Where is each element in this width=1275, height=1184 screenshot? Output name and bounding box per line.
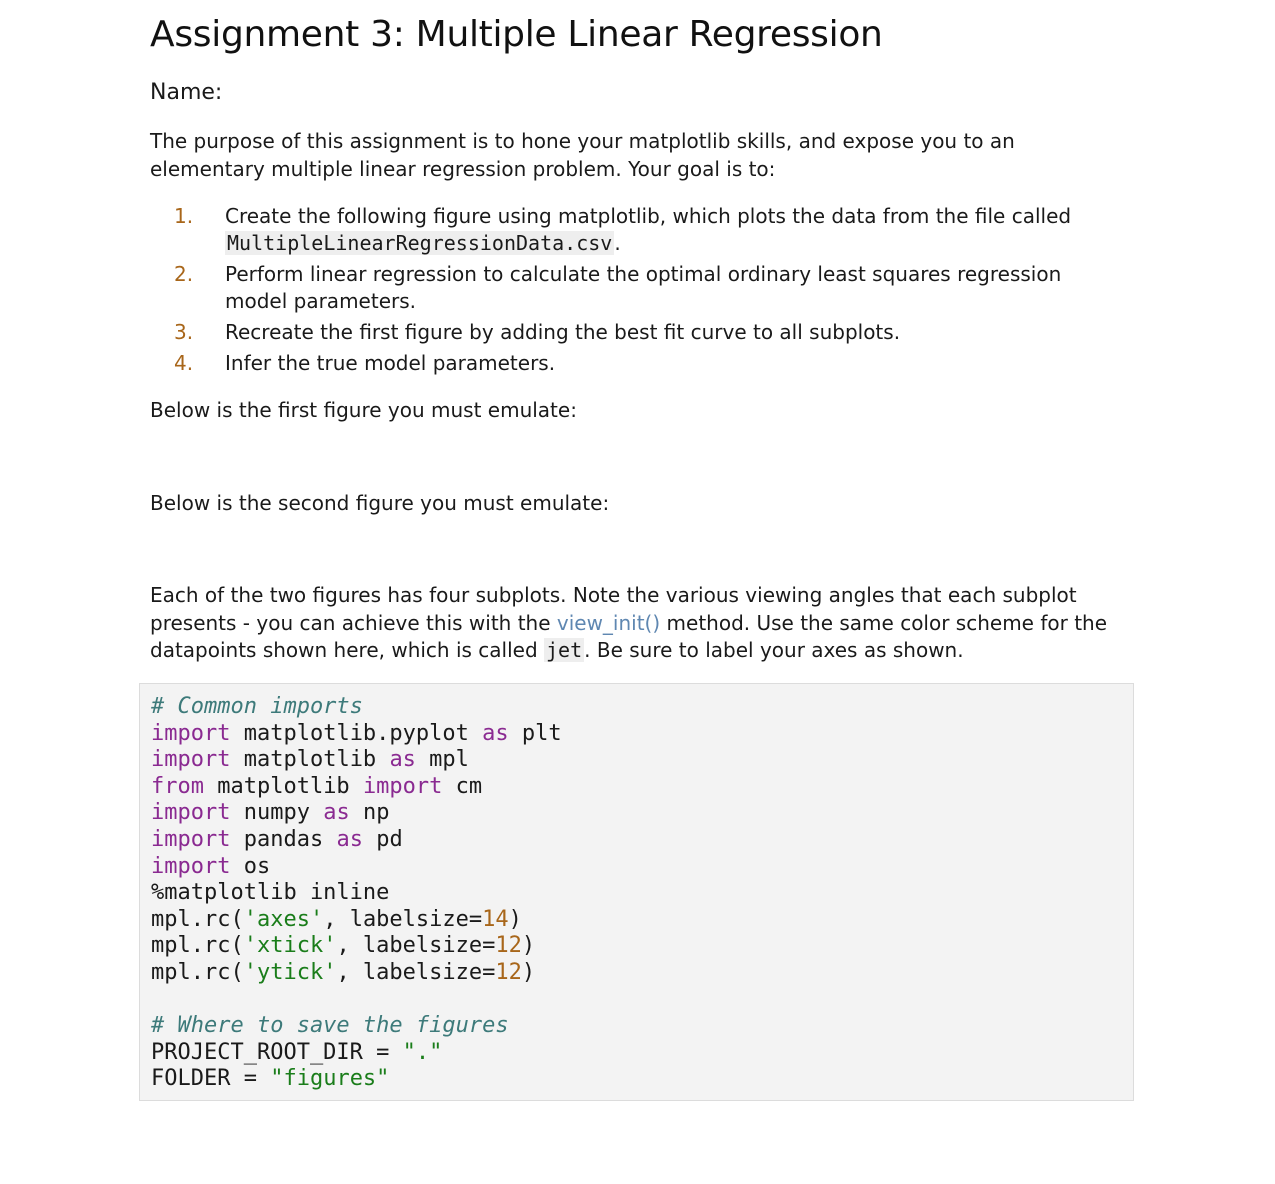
code-line xyxy=(151,907,1133,934)
code-token: , labelsize= xyxy=(336,959,496,985)
code-line xyxy=(151,854,1133,881)
code-line xyxy=(151,774,1133,801)
intro-paragraph: The purpose of this assignment is to hone your matplotlib skills, and expose you to an elementary multiple linear regression problem. Your goal is to: xyxy=(150,129,1015,181)
list-item xyxy=(150,203,1110,257)
code-token: import xyxy=(151,853,231,879)
code-line xyxy=(151,694,1133,721)
code-token: # Where to save the figures xyxy=(151,1013,509,1039)
code-token: matplotlib.pyplot xyxy=(230,720,483,746)
code-token: ) xyxy=(521,959,536,985)
code-token: , labelsize= xyxy=(323,906,483,932)
colormap-name: jet xyxy=(546,638,583,662)
code-token: mpl xyxy=(415,747,469,773)
list-number: 1. xyxy=(174,204,194,228)
code-token: as xyxy=(482,720,509,746)
list-number: 4. xyxy=(174,351,194,375)
name-label: Name: xyxy=(150,80,223,105)
code-line xyxy=(151,1066,1133,1093)
code-cell[interactable] xyxy=(139,683,1134,1101)
closing-text: . Be sure to label your axes as shown. xyxy=(584,638,964,662)
list-item-suffix: . xyxy=(614,231,621,255)
code-token: mpl.rc( xyxy=(151,959,244,985)
code-token: import xyxy=(151,720,231,746)
code-token: as xyxy=(389,747,416,773)
task-list xyxy=(150,203,1110,381)
code-token: matplotlib xyxy=(230,747,390,773)
code-token: plt xyxy=(508,720,562,746)
code-token: FOLDER = xyxy=(151,1066,271,1092)
list-item-text: Recreate the first figure by adding the best fit curve to all subplots. xyxy=(225,320,901,344)
closing-text: method. Use the same color scheme for the datapoints shown here, which is called xyxy=(150,610,1108,662)
code-token: as xyxy=(336,826,363,852)
closing-paragraph xyxy=(150,582,1120,665)
code-token: np xyxy=(349,800,390,826)
code-token: # Common imports xyxy=(151,694,363,719)
code-block xyxy=(140,684,1133,1093)
code-token: matplotlib xyxy=(203,773,363,799)
code-token: ) xyxy=(521,933,536,959)
list-item xyxy=(150,261,1110,315)
code-token: pandas xyxy=(230,826,337,852)
data-filename: MultipleLinearRegressionData.csv xyxy=(227,231,613,255)
code-line xyxy=(151,800,1133,827)
code-token: 'xtick' xyxy=(243,933,337,959)
code-token: mpl.rc( xyxy=(151,933,244,959)
code-token: cm xyxy=(442,773,483,799)
code-line xyxy=(151,1040,1133,1067)
view-init-link[interactable]: view_init() xyxy=(556,610,661,635)
code-line xyxy=(151,880,1133,907)
page-title: Assignment 3: Multiple Linear Regression xyxy=(150,14,883,55)
code-token: 'ytick' xyxy=(243,959,337,985)
code-line xyxy=(151,960,1133,987)
code-token: import xyxy=(362,773,443,799)
code-line xyxy=(151,721,1133,748)
code-token: , labelsize= xyxy=(336,933,496,959)
code-token: numpy xyxy=(230,800,324,826)
list-item xyxy=(150,350,1110,377)
closing-text: Each of the two figures has four subplots. Note the various viewing angles that each subplot presents - you can achieve this with the xyxy=(150,583,1077,635)
list-item xyxy=(150,319,1110,346)
list-item-text: Infer the true model parameters. xyxy=(225,351,556,375)
code-token: pd xyxy=(362,826,403,852)
code-token: PROJECT_ROOT_DIR = xyxy=(151,1039,403,1065)
code-token: 12 xyxy=(495,959,522,985)
code-token: %matplotlib inline xyxy=(151,880,390,906)
figure2-caption: Below is the second figure you must emulate: xyxy=(150,491,610,515)
code-line xyxy=(151,827,1133,854)
code-token: "." xyxy=(402,1039,443,1065)
code-token: 14 xyxy=(482,906,509,932)
code-line xyxy=(151,987,1133,1014)
code-token: import xyxy=(151,800,231,826)
list-number: 3. xyxy=(174,320,194,344)
list-item-text: Create the following figure using matplotlib, which plots the data from the file called xyxy=(225,204,1072,228)
code-line xyxy=(151,747,1133,774)
code-token: mpl.rc( xyxy=(151,906,244,932)
code-token: 'axes' xyxy=(243,906,324,932)
code-token: ) xyxy=(508,906,522,932)
code-token: 12 xyxy=(495,933,522,959)
list-item-text: Perform linear regression to calculate the optimal ordinary least squares regression model parameters. xyxy=(225,262,1062,313)
code-line xyxy=(151,933,1133,960)
code-token: from xyxy=(151,773,204,799)
code-token: import xyxy=(151,747,231,773)
code-token: os xyxy=(230,853,271,879)
figure1-caption: Below is the first figure you must emulate: xyxy=(150,398,577,422)
code-line xyxy=(151,1013,1133,1040)
code-token: as xyxy=(323,800,350,826)
code-token: import xyxy=(151,826,231,852)
code-token: "figures" xyxy=(270,1066,390,1092)
list-number: 2. xyxy=(174,262,194,286)
